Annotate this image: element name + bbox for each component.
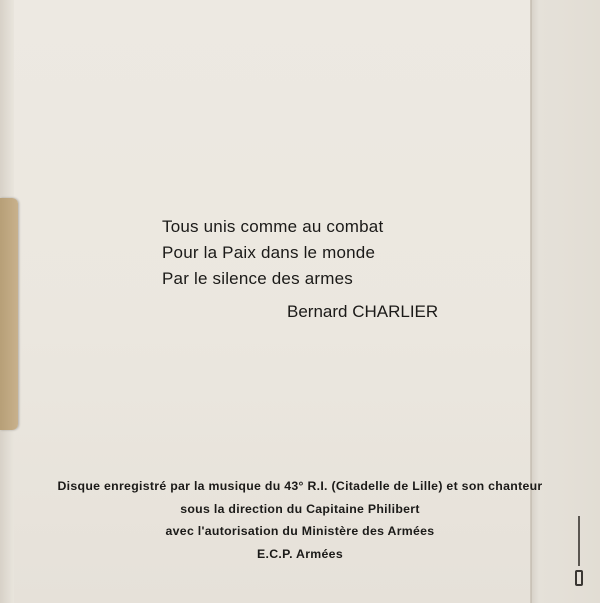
poem-line: Pour la Paix dans le monde bbox=[162, 243, 376, 262]
poem bbox=[162, 214, 482, 292]
publisher-logo bbox=[572, 512, 586, 588]
poem-author: Bernard CHARLIER bbox=[287, 302, 439, 321]
credits-line: avec l'autorisation du Ministère des Armées bbox=[165, 524, 435, 538]
poem-line: Tous unis comme au combat bbox=[162, 217, 384, 236]
credits-line: sous la direction du Capitaine Philibert bbox=[180, 501, 420, 516]
publisher-logo-mark bbox=[574, 512, 584, 588]
credits-line: Disque enregistré par la musique du 43° R.I. (Citadelle de Lille) et son chanteur bbox=[57, 479, 543, 493]
credits-line: E.C.P. Armées bbox=[257, 546, 343, 561]
poem-line: Par le silence des armes bbox=[162, 269, 353, 288]
recording-credits bbox=[0, 475, 600, 565]
sleeve-tab bbox=[0, 198, 18, 430]
